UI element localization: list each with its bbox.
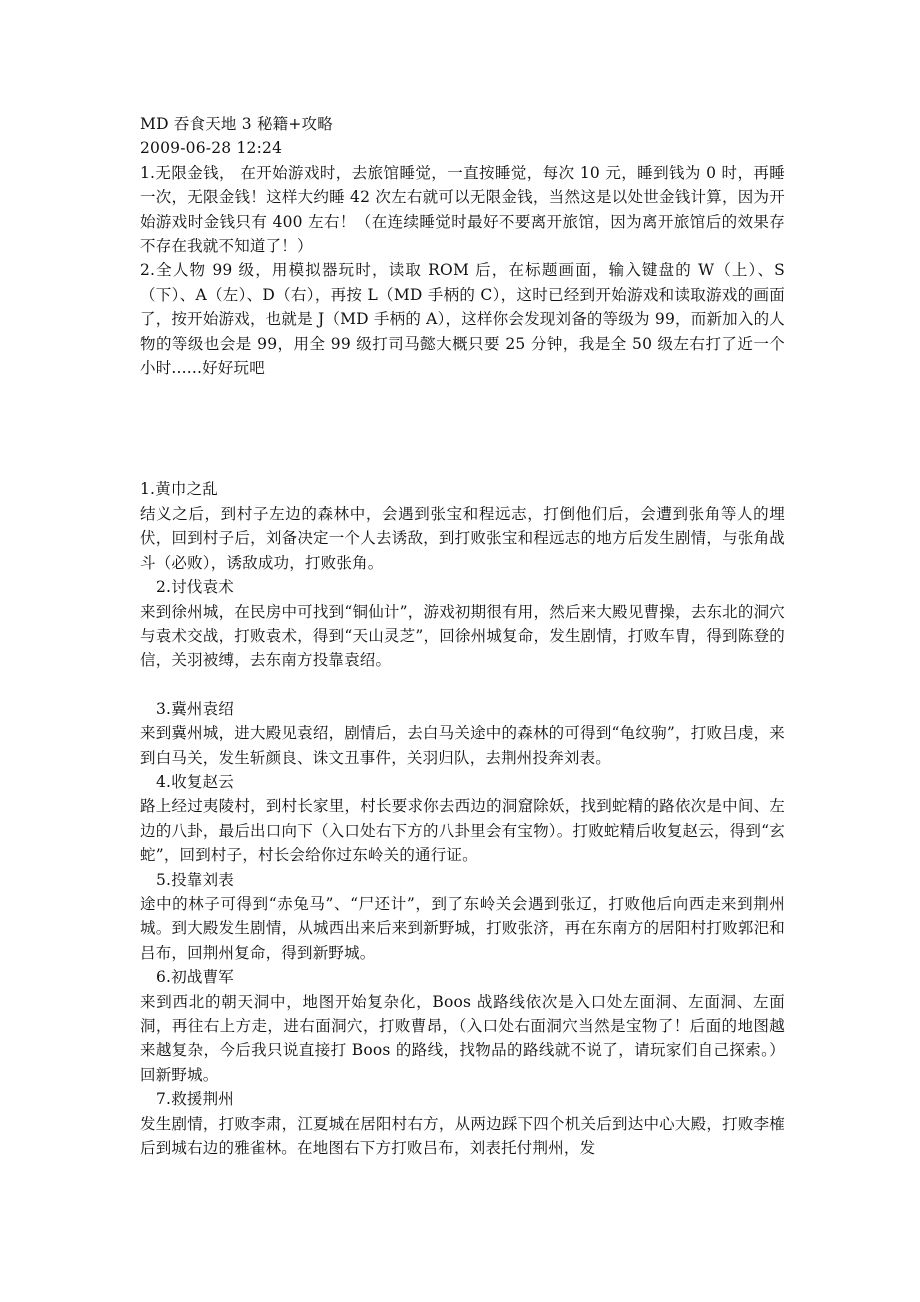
chapter-2-title: 2.讨伐袁术: [156, 578, 234, 597]
chapter-1-title: 1.黄巾之乱: [140, 480, 218, 499]
chapter-3-title: 3.冀州袁绍: [156, 699, 234, 718]
blank-line: [140, 673, 785, 697]
chapter-2-body: 来到徐州城，在民房中可找到“铜仙计”，游戏初期很有用，然后来大殿见曹操，去东北的洞穴与袁术交战，打败袁术，得到“天山灵芝”，回徐州城复命，发生剧情，打败车胄，得到陈登的信，关羽被缚，去东南方投靠袁绍。: [140, 602, 785, 670]
cheat-all-level-99: 2.全人物 99 级，用模拟器玩时，读取 ROM 后，在标题画面，输入键盘的 W（上）、S（下）、A（左）、D（右），再按 L（MD 手柄的 C），这时已经到开始游戏和读取游戏的画面了，按开始游戏，也就是 J（MD 手柄的 A），这样你会发现刘备的等级为 99，而新加入的人物的等级也会是 99，用全 99 级打司马懿大概只要 25 分钟，我是全 50 级左右打了近一个小时......好好玩吧: [140, 261, 785, 378]
chapter-1-body: 结义之后，到村子左边的森林中，会遇到张宝和程远志，打倒他们后，会遭到张角等人的埋伏，回到村子后，刘备决定一个人去诱敌，到打败张宝和程远志的地方后发生剧情，与张角战斗（必败），诱敌成功，打败张角。: [140, 504, 785, 572]
chapter-4-body: 路上经过夷陵村，到村长家里，村长要求你去西边的洞窟除妖，找到蛇精的路依次是中间、左边的八卦，最后出口向下（入口处右下方的八卦里会有宝物）。打败蛇精后收复赵云，得到“玄蛇”，回到村子，村长会给你过东岭关的通行证。: [140, 797, 785, 865]
chapter-7-title: 7.救援荆州: [156, 1090, 234, 1109]
chapter-3-body: 来到冀州城，进大殿见袁绍，剧情后，去白马关途中的森林的可得到“龟纹驹”，打败吕虔，来到白马关，发生斩颜良、诛文丑事件，关羽归队，去荆州投奔刘表。: [140, 724, 785, 767]
chapter-7-body: 发生剧情，打败李肃，江夏城在居阳村右方，从两边踩下四个机关后到达中心大殿，打败李榷后到城右边的雅雀林。在地图右下方打败吕布，刘表托付荆州，发: [140, 1114, 785, 1158]
document-title: MD 吞食天地 3 秘籍+攻略: [140, 115, 333, 133]
blank-space: [140, 380, 785, 477]
document-page: [140, 112, 785, 1160]
chapter-5-body: 途中的林子可得到“赤兔马”、“尸还计”，到了东岭关会遇到张辽，打败他后向西走来到荆州城。到大殿发生剧情，从城西出来后来到新野城，打败张济，再在东南方的居阳村打败郭汜和吕布，回荆州复命，得到新野城。: [140, 894, 785, 962]
chapter-4-title: 4.收复赵云: [156, 772, 234, 791]
chapter-6-title: 6.初战曹军: [156, 968, 234, 987]
post-datetime: 2009-06-28 12:24: [140, 139, 283, 158]
chapter-6-body: 来到西北的朝天洞中，地图开始复杂化，Boos 战路线依次是入口处左面洞、左面洞、左面洞，再往右上方走，进右面洞穴，打败曹昂，（入口处右面洞穴当然是宝物了！后面的地图越来越复杂，今后我只说直接打 Boos 的路线，找物品的路线就不说了，请玩家们自己探索。）回新野城。: [140, 992, 785, 1084]
chapter-5-title: 5.投靠刘表: [156, 870, 234, 889]
cheat-infinite-money: 1.无限金钱， 在开始游戏时，去旅馆睡觉，一直按睡觉，每次 10 元，睡到钱为 0 时，再睡一次，无限金钱！这样大约睡 42 次左右就可以无限金钱，当然这是以处世金钱计算，因为开始游戏时金钱只有 400 左右！（在连续睡觉时最好不要离开旅馆，因为离开旅馆后的效果存不存在我就不知道了！）: [140, 163, 785, 256]
